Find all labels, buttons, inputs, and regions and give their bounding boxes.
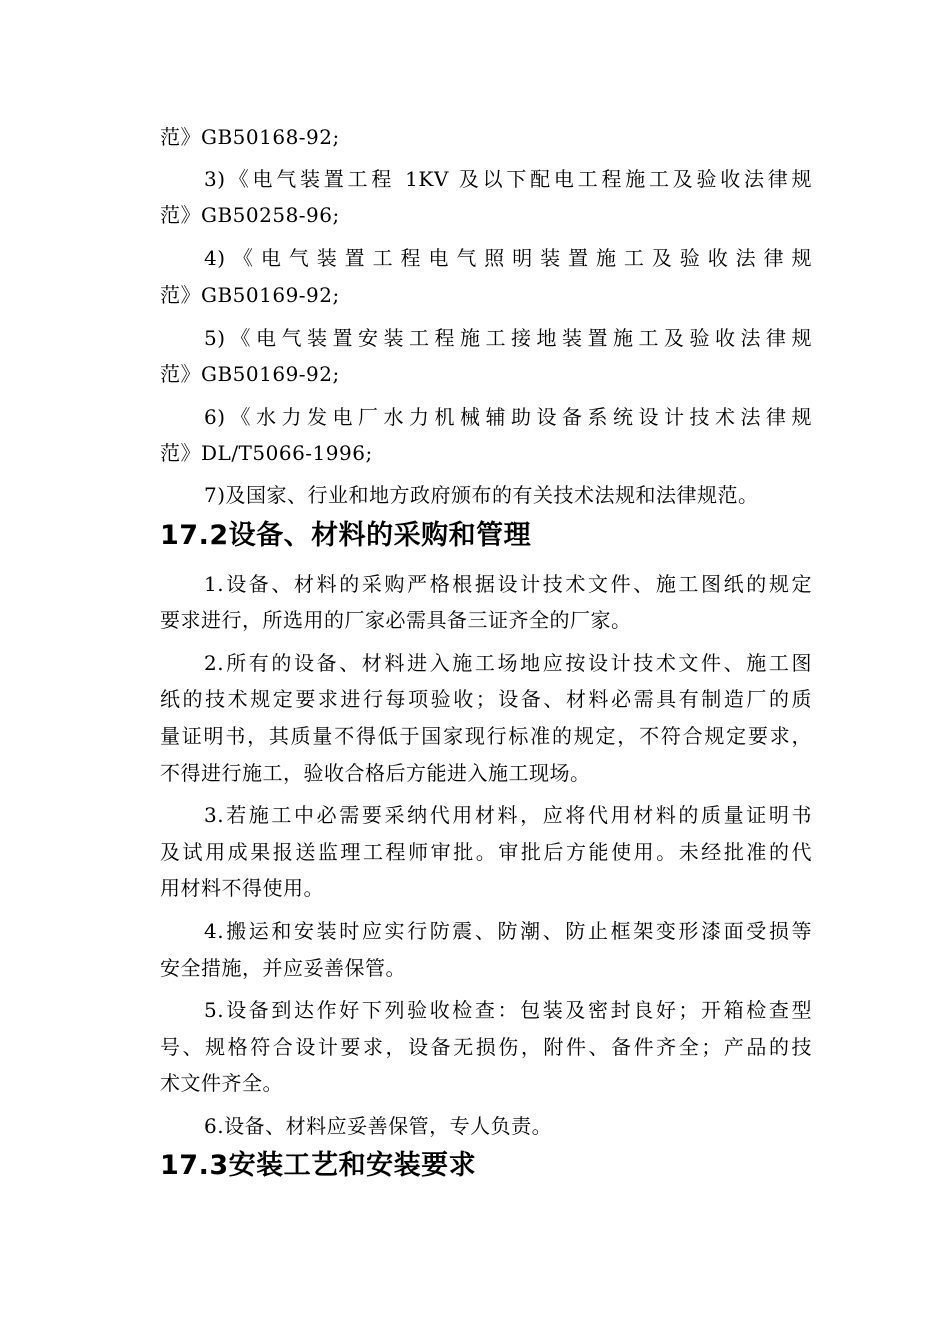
text-line: 号、规格符合设计要求，设备无损伤，附件、备件齐全；产品的技 [160, 1035, 812, 1059]
text-line: 3)《电气装置工程 1KV 及以下配电工程施工及验收法律规 [204, 167, 812, 191]
text-line: 及试用成果报送监理工程师审批。审批后方能使用。未经批准的代 [160, 840, 812, 864]
text-line: 范》GB50168-92; [160, 125, 340, 149]
text-line: 5)《电气装置安装工程施工接地装置施工及验收法律规 [204, 326, 812, 350]
text-line: 5.设备到达作好下列验收检查：包装及密封良好；开箱检查型 [204, 998, 812, 1022]
section-heading-17-2: 17.2设备、材料的采购和管理 [160, 520, 532, 551]
text-line: 纸的技术规定要求进行每项验收；设备、材料必需具有制造厂的质 [160, 687, 812, 711]
text-line: 量证明书，其质量不得低于国家现行标准的规定，不符合规定要求， [160, 724, 812, 748]
text-line: 6)《水力发电厂水力机械辅助设备系统设计技术法律规 [204, 405, 812, 429]
text-line: 术文件齐全。 [160, 1071, 283, 1095]
text-line: 不得进行施工，验收合格后方能进入施工现场。 [160, 761, 591, 785]
text-line: 2.所有的设备、材料进入施工场地应按设计技术文件、施工图 [204, 651, 812, 675]
text-line: 3.若施工中必需要采纳代用材料，应将代用材料的质量证明书 [204, 803, 812, 827]
text-line: 7)及国家、行业和地方政府颁布的有关技术法规和法律规范。 [204, 483, 759, 507]
text-line: 范》DL/T5066-1996; [160, 441, 373, 465]
text-line: 范》GB50258-96; [160, 203, 340, 227]
section-heading-17-3: 17.3安装工艺和安装要求 [160, 1150, 477, 1181]
text-line: 范》GB50169-92; [160, 283, 340, 307]
text-line: 4)《电气装置工程电气照明装置施工及验收法律规 [204, 246, 812, 270]
text-line: 安全措施，并应妥善保管。 [160, 956, 406, 980]
text-line: 6.设备、材料应妥善保管，专人负责。 [204, 1114, 553, 1138]
text-line: 要求进行，所选用的厂家必需具备三证齐全的厂家。 [160, 608, 632, 632]
text-line: 用材料不得使用。 [160, 876, 324, 900]
text-line: 范》GB50169-92; [160, 362, 340, 386]
text-line: 4.搬运和安装时应实行防震、防潮、防止框架变形漆面受损等 [204, 919, 812, 943]
text-line: 1.设备、材料的采购严格根据设计技术文件、施工图纸的规定 [204, 572, 812, 596]
